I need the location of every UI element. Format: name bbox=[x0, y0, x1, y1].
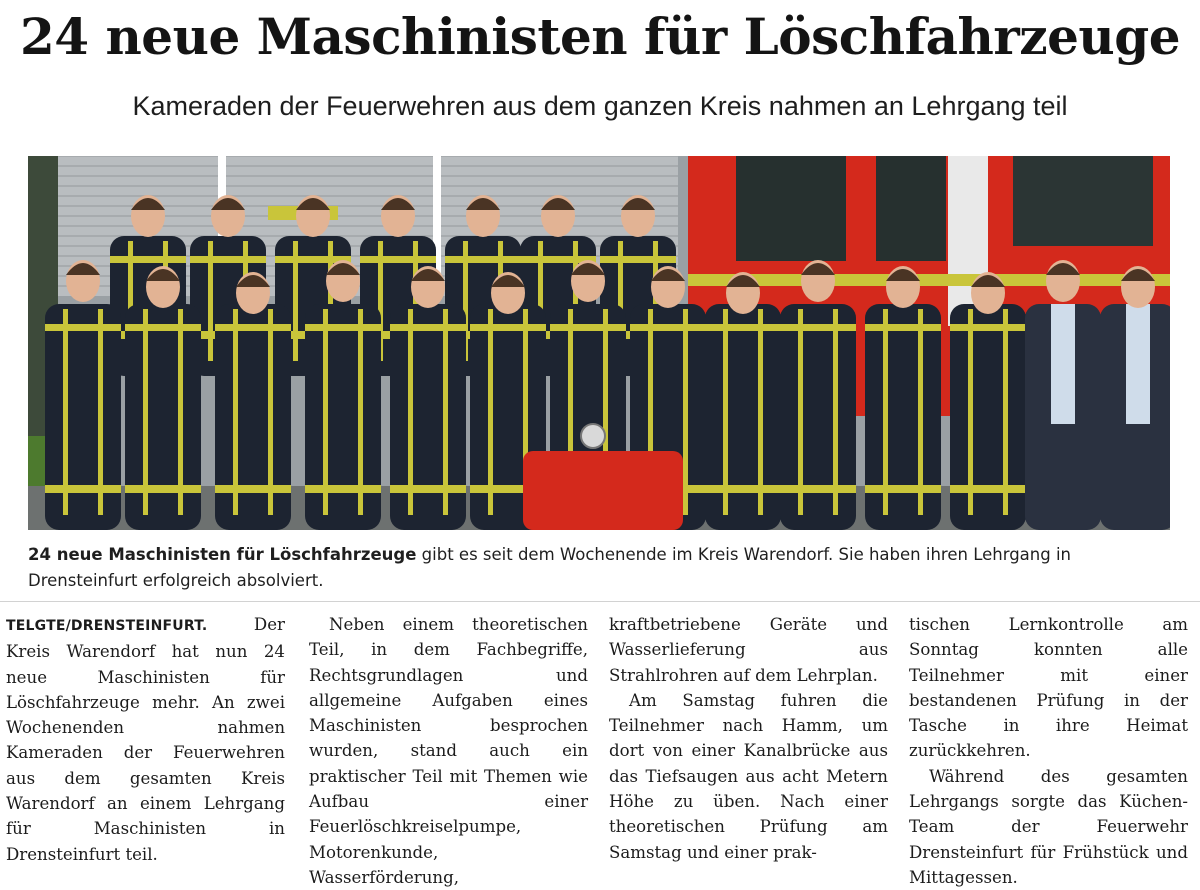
caption-lead: 24 neue Maschinisten für Löschfahrzeuge bbox=[28, 545, 417, 564]
divider bbox=[0, 601, 1200, 602]
body-paragraph: Der Kreis Warendorf hat nun 24 neue Maschinisten für Löschfahrzeuge mehr. An zwei Wochenenden nahmen Kameraden der Feuerwehren aus dem gesamten Kreis Warendorf an einem Lehrgang für Maschinisten in Drensteinfurt teil. bbox=[6, 615, 285, 864]
dateline: TELGTE/DRENSTEINFURT. bbox=[6, 618, 208, 634]
article-column-2 bbox=[309, 612, 588, 890]
article-column-1 bbox=[6, 612, 285, 867]
firefighters-group-photo-icon bbox=[28, 156, 1170, 530]
group-photo bbox=[28, 156, 1170, 530]
article-column-4 bbox=[909, 612, 1188, 890]
body-paragraph: Während des gesamten Lehrgangs sorgte das Küchen-Team der Feuerwehr Drensteinfurt für Frühstück und Mittagessen. bbox=[909, 766, 1188, 887]
subheadline: Kameraden der Feuerwehren aus dem ganzen Kreis nahmen an Lehrgang teil bbox=[132, 91, 1068, 121]
headline: 24 neue Maschinisten für Löschfahrzeuge bbox=[19, 7, 1181, 66]
body-paragraph: kraftbetriebene Geräte und Wasserlieferung aus Strahlrohren auf dem Lehrplan. bbox=[609, 615, 888, 685]
caption-text: gibt es seit dem Wochenende im Kreis Warendorf. Sie haben ihren Lehrgang in Drensteinfurt erfolgreich absolviert. bbox=[28, 545, 1071, 590]
article-column-3 bbox=[609, 612, 888, 865]
photo-caption bbox=[28, 542, 1170, 594]
body-paragraph: Am Samstag fuhren die Teilnehmer nach Hamm, um dort von einer Kanalbrücke aus das Tiefsaugen aus acht Metern Höhe zu üben. Nach einer theoretischen Prüfung am Samstag und einer prak- bbox=[609, 690, 888, 862]
body-paragraph: tischen Lernkontrolle am Sonntag konnten alle Teilnehmer mit einer bestandenen Prüfung in der Tasche in ihre Heimat zurückkehren. bbox=[909, 615, 1188, 761]
body-paragraph: Neben einem theoretischen Teil, in dem Fachbegriffe, Rechtsgrundlagen und allgemeine Aufgaben eines Maschinisten besprochen wurden, stand auch ein praktischer Teil mit Themen wie Aufbau einer Feuerlöschkreiselpumpe, Motorenkunde, Wasserförderung, bbox=[309, 615, 588, 887]
